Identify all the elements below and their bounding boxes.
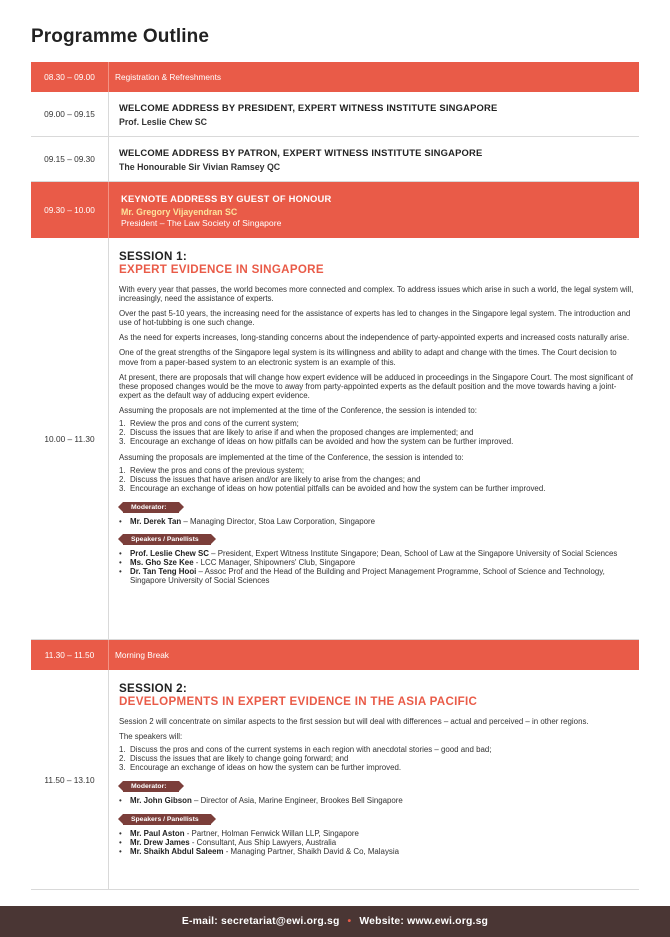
moderator-tag: Moderator: (123, 502, 179, 513)
schedule-row-welcome-president (31, 92, 639, 137)
session-heading: KEYNOTE ADDRESS BY GUEST OF HONOUR (121, 192, 332, 204)
objectives-list (119, 467, 639, 494)
list-item: 1. Review the pros and cons of the current system; (119, 419, 299, 429)
list-item: • Prof. Leslie Chew SC – President, Expert Witness Institute Singapore; Dean, School of Law at the Singapore University of Social Sciences (119, 550, 639, 559)
time-slot: 10.00 – 11.30 (31, 238, 109, 639)
list-item: • Mr. Shaikh Abdul Saleem - Managing Partner, Shaikh David & Co, Malaysia (119, 848, 639, 857)
schedule-row-welcome-patron (31, 137, 639, 182)
list-item: • Mr. John Gibson – Director of Asia, Marine Engineer, Brookes Bell Singapore (119, 797, 639, 806)
list-item: • Mr. Paul Aston - Partner, Holman Fenwick Willan LLP, Singapore (119, 830, 639, 839)
speaker-name: The Honourable Sir Vivian Ramsey QC (119, 161, 281, 172)
schedule-row-registration (31, 62, 639, 92)
session-title: EXPERT EVIDENCE IN SINGAPORE (119, 263, 324, 276)
speakers-tag: Speakers / Panellists (123, 534, 211, 545)
session-heading: WELCOME ADDRESS BY PRESIDENT, EXPERT WITNESS INSTITUTE SINGAPORE (119, 101, 498, 113)
email-link[interactable]: secretariat@ewi.org.sg (221, 916, 340, 927)
session-title: DEVELOPMENTS IN EXPERT EVIDENCE IN THE ASIA PACIFIC (119, 695, 478, 708)
moderator-list (119, 797, 639, 806)
objectives-list (119, 420, 639, 447)
time-slot: 09.30 – 10.00 (31, 182, 109, 238)
session-number: SESSION 1: (119, 250, 188, 263)
speaker-name: Prof. Leslie Chew SC (119, 116, 207, 127)
time-slot: 11.50 – 13.10 (31, 670, 109, 889)
page-title: Programme Outline (31, 26, 210, 47)
programme-schedule (31, 62, 639, 890)
session-number: SESSION 2: (119, 682, 188, 695)
list-item: • Ms. Gho Sze Kee - LCC Manager, Shipowners' Club, Singapore (119, 559, 639, 568)
session-paragraph: As the need for experts increases, long-standing concerns about the independence of party-appointed experts and increased costs naturally arise. (119, 333, 630, 343)
session-content (109, 238, 639, 639)
session-paragraph: At present, there are proposals that will change how expert evidence will be adduced in proceedings in the Singapore Court. The most significant of these proposed changes would be the move to away from party-appointed experts as the default position and the move towards having a joint-expert as the default way of adducing expert evidence. (119, 372, 633, 400)
session-content (109, 137, 639, 181)
time-slot: 09.00 – 09.15 (31, 92, 109, 136)
list-item: • Mr. Drew James - Consultant, Aus Ship Lawyers, Australia (119, 839, 639, 848)
speaker-list (119, 550, 639, 586)
list-item: 2. Discuss the issues that are likely to arise if and when the proposed changes are implemented; and (119, 427, 474, 437)
session-paragraph: Over the past 5-10 years, the increasing need for the assistance of experts has led to changes in the Singapore legal system. The introduction and use of hot-tubbing is one such change. (119, 309, 631, 328)
session-paragraph: With every year that passes, the world becomes more connected and complex. To address issues which arise in such a world, the legal system will, increasingly, need the assistance of experts. (119, 285, 634, 304)
list-item: 3. Encourage an exchange of ideas on how the system can be further improved. (119, 763, 402, 772)
schedule-row-session-1 (31, 238, 639, 640)
list-item: • Mr. Derek Tan – Managing Director, Stoa Law Corporation, Singapore (119, 518, 639, 527)
schedule-row-session-2 (31, 670, 639, 890)
website-label: Website: (359, 916, 405, 927)
session-label: Morning Break (115, 650, 169, 660)
session-content (109, 92, 639, 136)
time-slot: 11.30 – 11.50 (31, 640, 109, 670)
schedule-row-keynote (31, 182, 639, 238)
schedule-row-break (31, 640, 639, 670)
session-paragraph: One of the great strengths of the Singapore legal system is its willingness and ability to adapt and change with the times. The Court decision to move from a paper-based system to an electronic system is an example of this. (119, 348, 617, 367)
list-item: 2. Discuss the issues that are likely to change going forward; and (119, 754, 349, 764)
moderator-tag: Moderator: (123, 781, 179, 792)
speaker-name: Mr. Gregory Vijayendran SC (121, 206, 238, 217)
speaker-list (119, 830, 639, 857)
session-paragraph: Assuming the proposals are implemented at the time of the Conference, the session is intended to: (119, 452, 464, 462)
list-item: 2. Discuss the issues that have arisen and/or are likely to arise from the changes; and (119, 474, 421, 484)
list-item: 1. Review the pros and cons of the previous system; (119, 465, 305, 475)
list-item: 3. Encourage an exchange of ideas on how potential pitfalls can be avoided and how the system can be further improved. (119, 483, 546, 493)
footer-contact-bar (0, 906, 670, 937)
speakers-tag: Speakers / Panellists (123, 814, 211, 825)
time-slot: 09.15 – 09.30 (31, 137, 109, 181)
list-item: • Dr. Tan Teng Hooi – Assoc Prof and the Head of the Building and Project Management Programme, School of Science and Technology, Singapore University of Social Sciences (119, 568, 639, 586)
moderator-list (119, 518, 639, 527)
speaker-organisation: President – The Law Society of Singapore (121, 217, 282, 228)
session-heading: WELCOME ADDRESS BY PATRON, EXPERT WITNESS INSTITUTE SINGAPORE (119, 146, 483, 158)
session-label: Registration & Refreshments (115, 72, 222, 82)
list-item: 3. Encourage an exchange of ideas on how pitfalls can be avoided and how the system can be further improved. (119, 436, 514, 446)
session-paragraph: Session 2 will concentrate on similar aspects to the first session but will deal with differences – actual and perceived – in other regions. (119, 717, 589, 726)
session-paragraph: Assuming the proposals are not implemented at the time of the Conference, the session is intended to: (119, 405, 477, 415)
objectives-list (119, 746, 639, 773)
list-item: 1. Discuss the pros and cons of the current systems in each region with anecdotal stories – good and bad; (119, 745, 492, 755)
time-slot: 08.30 – 09.00 (31, 62, 109, 92)
session-content (109, 182, 639, 238)
separator-dot: • (347, 916, 352, 927)
session-content (109, 670, 639, 889)
email-label: E-mail: (181, 916, 218, 927)
session-paragraph: The speakers will: (119, 732, 183, 742)
website-link[interactable]: www.ewi.org.sg (407, 916, 489, 927)
